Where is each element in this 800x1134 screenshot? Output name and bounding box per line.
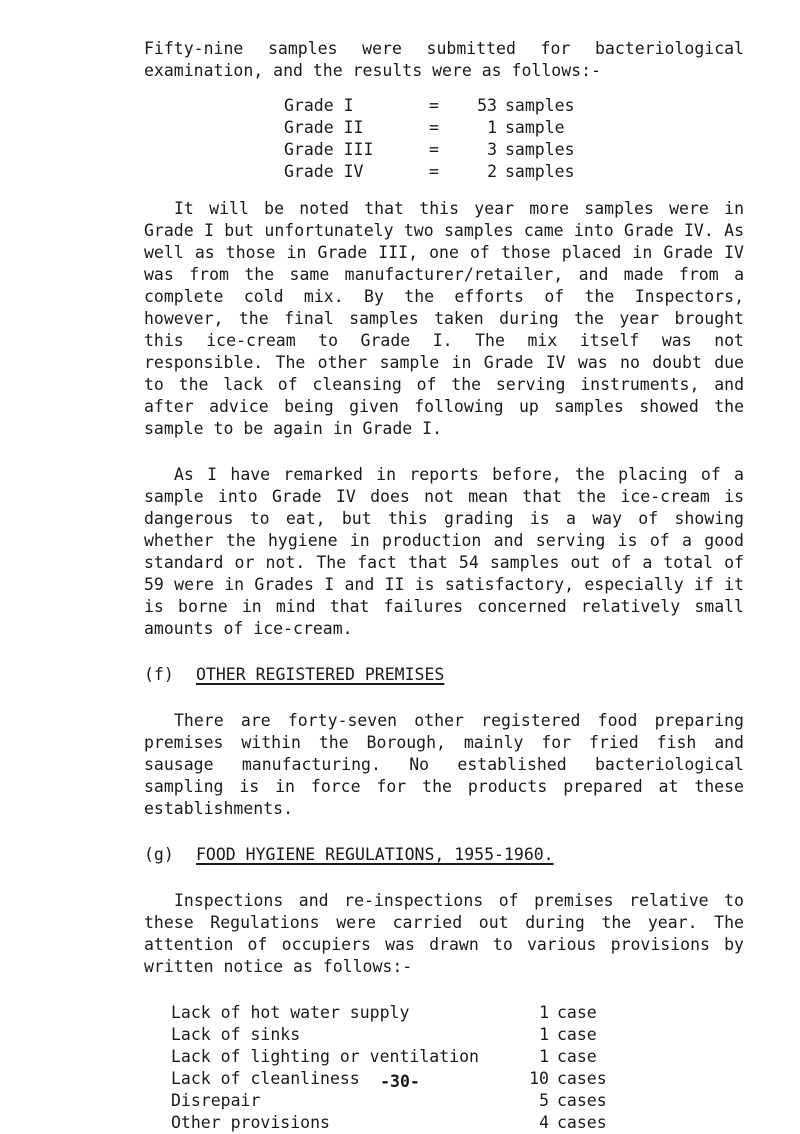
grade-unit: samples xyxy=(505,162,575,181)
grade-row xyxy=(284,139,575,161)
case-count: 5 xyxy=(539,1091,549,1110)
section-g-heading xyxy=(144,844,744,866)
case-unit: cases xyxy=(557,1113,607,1132)
grade-commentary-paragraph: It will be noted that this year more samples were in Grade I but unfortunately two samples came into Grade IV. As well as those in Grade III, one of those placed in Grade IV was from the same manufacturer/retailer, and made from a complete cold mix. By the efforts of the Inspectors, however, the final samples taken during the year brought this ice-cream to Grade I. The mix itself was not responsible. The other sample in Grade IV was no doubt due to the lack of cleansing of the serving instruments, and after advice being given following up samples showed the sample to be again in Grade I. xyxy=(144,199,744,438)
case-item: Other provisions xyxy=(171,1113,330,1132)
case-count: 1 xyxy=(539,1025,549,1044)
grade-label: Grade IV xyxy=(284,162,364,181)
grade-row xyxy=(284,161,575,183)
grade-results-table xyxy=(284,95,575,183)
equals-sign: = xyxy=(429,118,439,137)
section-f-heading xyxy=(144,664,744,686)
grade-unit: samples xyxy=(505,96,575,115)
case-row xyxy=(171,1024,607,1046)
case-item: Lack of cleanliness xyxy=(171,1069,360,1088)
case-count: 1 xyxy=(539,1047,549,1066)
case-unit: case xyxy=(557,1047,597,1066)
case-item: Lack of lighting or ventilation xyxy=(171,1047,479,1066)
grade-count: 3 xyxy=(487,140,497,159)
case-unit: case xyxy=(557,1003,597,1022)
section-marker: (f) xyxy=(144,665,174,684)
grade-count: 1 xyxy=(487,118,497,137)
case-unit: cases xyxy=(557,1091,607,1110)
case-row xyxy=(171,1090,607,1112)
notice-cases-table xyxy=(171,1002,607,1134)
case-item: Lack of hot water supply xyxy=(171,1003,410,1022)
document-page xyxy=(144,38,744,1134)
case-unit: cases xyxy=(557,1069,607,1088)
equals-sign: = xyxy=(429,162,439,181)
grade-unit: samples xyxy=(505,140,575,159)
intro-paragraph: Fifty-nine samples were submitted for bacteriological examination, and the results were as follows:- xyxy=(144,39,744,80)
grade-row xyxy=(284,95,575,117)
case-count: 10 xyxy=(529,1069,549,1088)
section-title: OTHER REGISTERED PREMISES xyxy=(196,665,445,684)
case-row xyxy=(171,1046,607,1068)
case-count: 4 xyxy=(539,1113,549,1132)
case-item: Lack of sinks xyxy=(171,1025,301,1044)
grade-row xyxy=(284,117,575,139)
equals-sign: = xyxy=(429,96,439,115)
case-item: Disrepair xyxy=(171,1091,261,1110)
case-count: 1 xyxy=(539,1003,549,1022)
page-number: -30- xyxy=(380,1072,420,1091)
grade-label: Grade II xyxy=(284,118,364,137)
grading-explanation-paragraph: As I have remarked in reports before, the placing of a sample into Grade IV does not mean that the ice-cream is dangerous to eat, but this grading is a way of showing whether the hygiene in production and serving is of a good standard or not. The fact that 54 samples out of a total of 59 were in Grades I and II is satisfactory, especially if it is borne in mind that failures concerned relatively small amounts of ice-cream. xyxy=(144,465,744,638)
grade-label: Grade III xyxy=(284,140,374,159)
case-unit: case xyxy=(557,1025,597,1044)
section-title: FOOD HYGIENE REGULATIONS, 1955-1960. xyxy=(196,845,554,864)
section-f-body: There are forty-seven other registered food preparing premises within the Borough, mainly for fried fish and sausage manufacturing. No established bacteriological sampling is in force for the products prepared at these establishments. xyxy=(144,711,744,818)
grade-count: 2 xyxy=(487,162,497,181)
grade-label: Grade I xyxy=(284,96,354,115)
section-g-body: Inspections and re-inspections of premises relative to these Regulations were carried out during the year. The attention of occupiers was drawn to various provisions by written notice as follows:- xyxy=(144,891,744,976)
case-row xyxy=(171,1002,607,1024)
grade-unit: sample xyxy=(505,118,565,137)
equals-sign: = xyxy=(429,140,439,159)
section-marker: (g) xyxy=(144,845,174,864)
grade-count: 53 xyxy=(477,96,497,115)
